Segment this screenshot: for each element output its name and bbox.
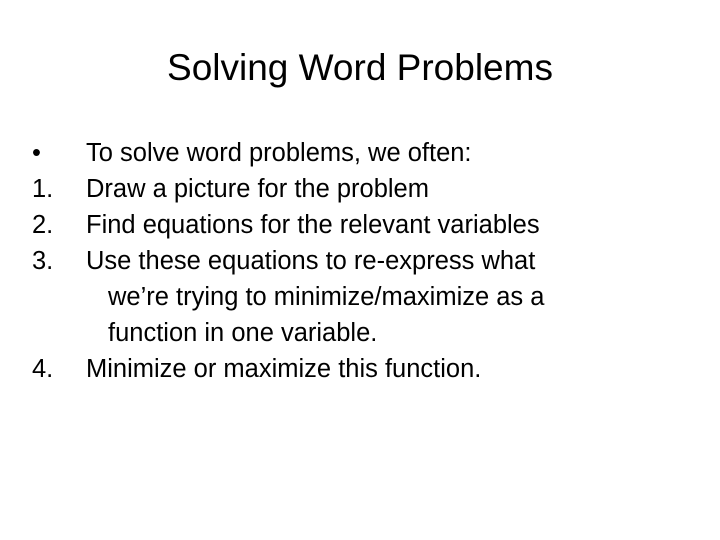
text-line: Use these equations to re-express what [86,247,536,275]
bullet-marker: • [32,139,41,167]
text-line: To solve word problems, we often: [86,139,472,167]
list-item-step-3 [32,243,682,351]
list-item-text [86,207,682,243]
slide-title: Solving Word Problems [167,47,553,88]
number-marker: 2. [32,211,54,239]
text-line: Draw a picture for the problem [86,175,429,203]
list-item-text [86,351,682,387]
slide-body-list [32,135,682,387]
text-line: Minimize or maximize this function. [86,355,482,383]
list-item-step-4 [32,351,682,387]
text-line: function in one variable. [108,319,378,347]
list-item-step-1 [32,171,682,207]
text-line: we’re trying to minimize/maximize as a [108,283,545,311]
list-item-text [86,135,682,171]
list-item-intro [32,135,682,171]
number-marker: 3. [32,247,54,275]
list-item-text [86,243,682,351]
text-line: Find equations for the relevant variables [86,211,540,239]
list-item-text [86,171,682,207]
number-marker: 1. [32,175,54,203]
list-item-step-2 [32,207,682,243]
number-marker: 4. [32,355,54,383]
